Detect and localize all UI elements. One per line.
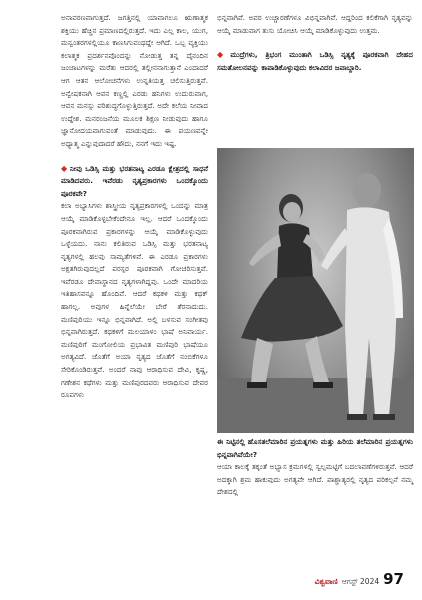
question-text: ನೀವು ಒಡಿಸ್ಸಿ ಮತ್ತು ಭರತನಾಟ್ಯ ಎರಡೂ ಕ್ಷೇತ್ರದಲ್ಲಿ ಸಾಧನೆ ಮಾಡಿದವರು. ಇವೆರಡು ನೃತ್ಯಪ್ರಕಾರಗಳು ಒಂದಕ್ಕೊಂದು ಪೂರಕವೇ? bbox=[61, 163, 208, 198]
issue-date: ಆಗಸ್ಟ್ 2024 bbox=[341, 577, 380, 586]
caption-answer: ಆಯಾ ಕಾಲಕ್ಕೆ ತಕ್ಕಂತೆ ಅಭ್ಯಾಸ ಕ್ರಮಗಳಲ್ಲಿ ಸ್ವಲ್ಪಮಟ್ಟಿಗೆ ಬದಲಾವಣೆಗಳಿರುತ್ತವೆ. ಆದರೆ ಅದಕ್ಕಾಗಿ ಶ್ರಮ ಹಾಕುವುದು ಅಗತ್ಯವೇ ಆಗಿದೆ. ಪಾಶ್ಚಾತ್ಯರಲ್ಲಿ ನೃತ್ಯದ ಪರಿಕಲ್ಪನೆ ನಮ್ಮ ದೇಶದಲ್ಲಿ bbox=[217, 462, 413, 497]
question-text: ಮುದ್ರೆಗಳು, ತ್ರಿಭಂಗ ಮುಂತಾಗಿ ಒಡಿಸ್ಸಿ ನೃತ್ಯಕ್ಕೆ ಪೂರಕವಾಗಿ ದೇಹದ ಸಮತೋಲನವನ್ನು ಕಾಪಾಡಿಕೊಳ್ಳುವುದು ಕಲಾವಿದರ ಜವಾಬ್ದಾರಿ. bbox=[217, 50, 414, 72]
body-paragraph: ಭಿನ್ನವಾಗಿವೆ. ಅವರ ಉಚ್ಚಾರಣೆಗಳೂ ವಿಭಿನ್ನವಾಗಿವೆ. ಆದ್ದರಿಂದ ಕಲಿಕೆಗಾಗಿ ನೃತ್ಯವನ್ನು ಆಯ್ಕೆ ಮಾಡುವಾಗ ತುಸು ಯೋಚಿಸಿ ಆಯ್ಕೆ ಮಾಡಿಕೊಳ್ಳುವುದು ಉತ್ತಮ. bbox=[217, 13, 413, 35]
body-paragraph: ಕಲಾ ಅಭ್ಯಾಸಿಗಳು ಶಾಸ್ತ್ರೀಯ ನೃತ್ಯಪ್ರಕಾರಗಳಲ್ಲಿ ಒಂದನ್ನು ಮಾತ್ರ ಆಯ್ಕೆ ಮಾಡಿಕೊಳ್ಳಬೇಕೆಂದೇನೂ ಇಲ್ಲ. ಆದರೆ ಒಂದಕ್ಕೊಂದು ಪೂರಕವಾಗಿರುವ ಪ್ರಕಾರಗಳನ್ನು ಆಯ್ಕೆ ಮಾಡಿಕೊಳ್ಳುವುದು ಒಳ್ಳೆಯದು. ನಾನು ಕಲಿತಿರುವ ಒಡಿಸ್ಸಿ ಮತ್ತು ಭರತನಾಟ್ಯ ನೃತ್ಯಗಳಲ್ಲಿ ಹಲವು ಸಾಮ್ಯತೆಗಳಿವೆ. ಈ ಎರಡೂ ಪ್ರಕಾರಗಳು ಅಕ್ಷತಗಿರುವುದಲ್ಲದೆ ಪರಸ್ಪರ ಪೂರಕವಾಗಿ ಗೋಚರಿಸುತ್ತವೆ. ಇವೆರಡೂ ದೇವಾಸ್ಥಾನದ ನೃತ್ಯಗಳಾಗಿದ್ದವು. ಒಂದೇ ಮಾದರಿಯ ಇತಿಹಾಸವನ್ನೂ ಹೊಂದಿವೆ. ಆದರೆ ಕಥಕಳಿ ಮತ್ತು ಕಥಕ್ ಹಾಗಲ್ಲ. ಅವುಗಳ ಹಿನ್ನೆಲೆಯೇ ಬೇರೆ ತೆರನಾದುದು. ಮಣಿಪುರಿಯು ಇನ್ನೂ ಭಿನ್ನವಾಗಿದೆ. ಅಲ್ಲಿ ಬಳಸುವ ಸಂಗೀತವು ಭಿನ್ನವಾಗಿರುತ್ತದೆ. ಕಥಕಳಿಗೆ ಮಲಯಾಳಂ ಭಾಷೆ ಅನಿವಾರ್ಯ. ಮಣಿಪುರಿಗೆ ಮಂಗೋಲಿಯ ಪ್ರಭಾವಿತ ಮಣಿಪುರಿ ಭಾಷೆಯೂ ಅಗತ್ಯವಿದೆ. ಜೊತೆಗೆ ಅಯಾ ನೃತ್ಯದ ಜೊತೆಗೆ ನಂಬಿಕೆಗಳೂ ಸೇರಿಕೊಂಡಿರುತ್ತವೆ. ಅಂದರೆ ನಾವು ಆರಾಧಿಸುವ ದೇವಿ, ಕೃಷ್ಣ, ಗಣೇಶನ ಕಥೆಗಳು ಮತ್ತು ಮಣಿಪುರದವರು ಆರಾಧಿಸುವ ದೇವರ ರೂಪಗಳು bbox=[61, 201, 208, 400]
dance-photo bbox=[217, 148, 414, 433]
photo-illustration bbox=[217, 148, 414, 433]
diamond-bullet-icon: ◆ bbox=[217, 50, 229, 60]
photo-caption bbox=[217, 436, 413, 499]
woman-dancer-figure bbox=[241, 194, 343, 388]
diamond-bullet-icon: ◆ bbox=[61, 163, 69, 173]
magazine-name: ವಿಶ್ವವಾಣಿ bbox=[314, 577, 338, 586]
interview-question bbox=[61, 163, 208, 201]
page-number: 97 bbox=[383, 570, 404, 588]
right-column bbox=[217, 12, 413, 74]
body-paragraph: ಅನಾವರಣವಾಗುತ್ತದೆ. ಜಗತ್ತಿನಲ್ಲಿ ಯಾವಾಗಲೂ ಋಣಾತ್ಮಕ ಶಕ್ತಿಯು ಹೆಚ್ಚಿನ ಪ್ರಮಾಣದಲ್ಲಿರುತ್ತದೆ. ಇದು ಎಲ್ಲ ಕಾಲ, ಯುಗ, ಮನ್ವಂತರಗಳಲ್ಲಿಯೂ ಕಾಣಸಿಗುವಂಥದ್ದೇ ಆಗಿದೆ. ಒಬ್ಬ ವ್ಯಕ್ತಿಯು ಕಲಾತ್ಮಕ ಪ್ರದರ್ಶನವೊಂದನ್ನು ನೋಡುತ್ತ ತನ್ನ ದೈನಂದಿನ ಜಂಜಾಟಗಳನ್ನು ಮರೆತು ಆದರಲ್ಲಿ ತಲ್ಲೀನನಾಗುತ್ತಾನೆ ಎಂದಾದರೆ ಆಗ ಆತನ ಆಲೋಚನೆಗಳು ಉನ್ನತಿಯತ್ತ ಚಲಿಸುತ್ತಿರುತ್ತವೆ. ಅನ್ವೇಷಕನಾಗಿ ಆವನ ಕಣ್ಣಲ್ಲಿ ಎರಡು ಹನಿಗಳು ಉದುರುವಾಗ, ಆವನ ಮನಸ್ಸು ಪರಿಶುದ್ಧಗೊಳ್ಳುತ್ತಿರುತ್ತದೆ. ಅದೇ ಕಲೆಯ ನೀವಾದ ಉದ್ದೇಶ. ಮನರಂಜನೆಯ ಮೂಲಕ ಶಿಕ್ಷಣ ನೀಡುವುದು ಹಾಗೂ ಜ್ಞಾನೋದಯವಾಗುವಂತೆ ಮಾಡುವುದು. ಈ ಪಯಣವನ್ನೇ ಅಧ್ಯಾತ್ಮ ಎನ್ನುವುದಾದರೆ ಹೌದು, ನನಗೆ ಇದು ಇಷ್ಟ. bbox=[61, 13, 208, 148]
interview-question bbox=[217, 49, 413, 74]
caption-question: ಈ ನಿಟ್ಟಿನಲ್ಲಿ ಹೊಸತಲೆಮಾರಿನ ಪ್ರಯತ್ನಗಳು ಮತ್ತು ಹಿರಿಯ ತಲೆಮಾರಿನ ಪ್ರಯತ್ನಗಳು ಭಿನ್ನವಾಗಿವೆಯೇ? bbox=[217, 437, 413, 459]
page-footer bbox=[315, 572, 404, 589]
left-column bbox=[61, 12, 208, 402]
